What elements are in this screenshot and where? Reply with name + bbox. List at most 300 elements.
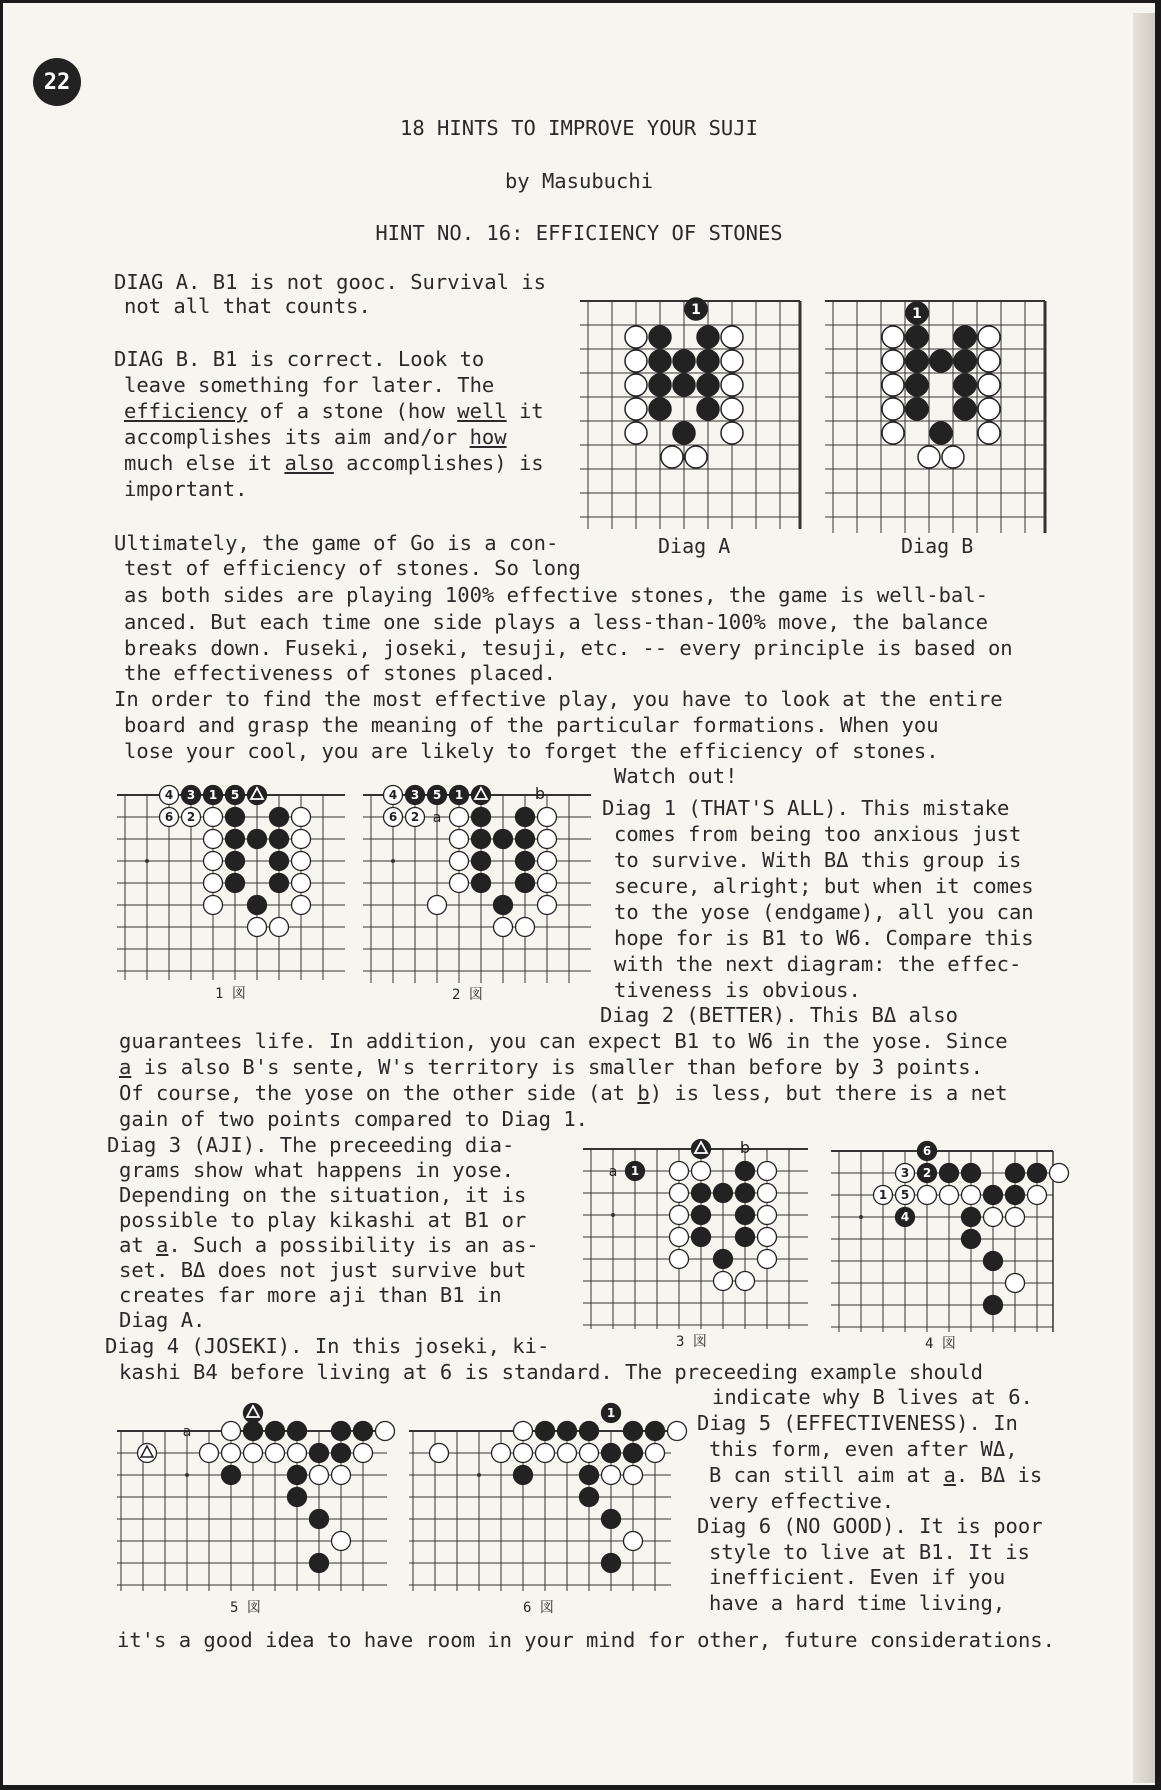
stone-number: 1: [454, 788, 464, 802]
white-stone: [538, 896, 557, 915]
black-stone: [226, 852, 245, 871]
text-span: accomplishes) is: [333, 451, 544, 475]
body-line: to the yose (endgame), all you can: [614, 900, 1034, 924]
white-stone: [882, 326, 904, 348]
stone-number: 2: [922, 1166, 932, 1180]
black-stone: [270, 874, 289, 893]
stone-number: 6: [922, 1144, 932, 1158]
underlined-word: a: [156, 1233, 169, 1257]
black-stone: [226, 830, 245, 849]
white-stone: [310, 1466, 329, 1485]
body-line: [119, 1233, 539, 1257]
text-span: B can still aim at: [709, 1463, 944, 1487]
white-stone: [1006, 1274, 1025, 1293]
black-stone: [472, 874, 491, 893]
black-stone: [692, 1184, 711, 1203]
white-stone: [538, 874, 557, 893]
white-stone: [670, 1228, 689, 1247]
stone-number: 5: [230, 788, 240, 802]
black-stone: [649, 398, 671, 420]
black-stone: [673, 422, 695, 444]
black-stone: [906, 350, 928, 372]
diag-b-text-line: [124, 399, 544, 423]
star-point: [145, 859, 149, 863]
white-stone: [204, 896, 223, 915]
stone-number: 4: [900, 1210, 910, 1224]
star-point: [391, 859, 395, 863]
black-stone: [697, 374, 719, 396]
white-stone: [978, 374, 1000, 396]
white-stone: [292, 852, 311, 871]
diag-a-text-line: DIAG A. B1 is not gooc. Survival is: [114, 270, 546, 294]
black-stone: [954, 326, 976, 348]
black-stone: [714, 1250, 733, 1269]
white-stone: [450, 852, 469, 871]
black-stone: [930, 422, 952, 444]
diagram-caption: 3 図: [676, 1334, 707, 1350]
underlined-word: how: [469, 425, 507, 449]
white-stone: [962, 1186, 981, 1205]
point-label: b: [739, 1138, 751, 1157]
go-diagram-2: [359, 785, 591, 983]
black-stone: [536, 1422, 555, 1441]
body-line: gain of two points compared to Diag 1.: [119, 1107, 588, 1131]
white-stone: [978, 398, 1000, 420]
underlined-word: b: [637, 1081, 650, 1105]
black-stone: [472, 808, 491, 827]
white-stone: [714, 1272, 733, 1291]
black-stone: [244, 1422, 263, 1441]
diagram-caption: 5 図: [230, 1600, 261, 1616]
white-stone: [721, 398, 743, 420]
text-span: of a stone (how: [247, 399, 458, 423]
text-span: it: [506, 399, 544, 423]
stone-number: 5: [432, 788, 442, 802]
page-edge-shadow: [1133, 13, 1155, 1783]
body-line: as both sides are playing 100% effective stones, the game is well-bal-: [124, 583, 988, 607]
white-stone: [721, 422, 743, 444]
stone-number: 1: [606, 1406, 616, 1420]
black-stone: [940, 1164, 959, 1183]
black-stone: [580, 1488, 599, 1507]
stone-number: 1: [878, 1188, 888, 1202]
black-stone: [736, 1184, 755, 1203]
white-stone: [494, 918, 513, 937]
white-stone: [204, 874, 223, 893]
star-point: [477, 1473, 481, 1477]
white-stone: [270, 918, 289, 937]
star-point: [859, 1215, 863, 1219]
white-stone: [670, 1250, 689, 1269]
white-stone: [428, 896, 447, 915]
black-stone: [332, 1422, 351, 1441]
diagram-caption: 6 図: [523, 1600, 554, 1616]
board-grid: [825, 301, 1045, 533]
white-stone: [625, 350, 647, 372]
black-stone: [906, 374, 928, 396]
black-stone: [602, 1554, 621, 1573]
white-stone: [918, 1186, 937, 1205]
body-line: hope for is B1 to W6. Compare this: [614, 926, 1034, 950]
black-stone: [714, 1184, 733, 1203]
body-line: test of efficiency of stones. So long: [124, 556, 581, 580]
black-stone: [984, 1296, 1003, 1315]
white-stone: [1050, 1164, 1069, 1183]
white-stone: [670, 1206, 689, 1225]
black-stone: [984, 1186, 1003, 1205]
black-stone: [310, 1444, 329, 1463]
white-stone: [942, 446, 964, 468]
black-stone: [516, 830, 535, 849]
go-diagram-4: [831, 1139, 1063, 1332]
black-stone: [736, 1162, 755, 1181]
white-stone: [580, 1444, 599, 1463]
body-line: set. BΔ does not just survive but: [119, 1258, 527, 1282]
white-stone: [492, 1444, 511, 1463]
white-stone: [721, 350, 743, 372]
black-stone: [697, 398, 719, 420]
body-line: this form, even after WΔ,: [709, 1437, 1018, 1461]
white-stone: [624, 1466, 643, 1485]
white-stone: [292, 808, 311, 827]
white-stone: [222, 1422, 241, 1441]
stone-number: 3: [186, 788, 196, 802]
diag-b-text-line: leave something for later. The: [124, 373, 495, 397]
stone-number: 3: [410, 788, 420, 802]
black-stone: [288, 1488, 307, 1507]
diag-a-text-line: not all that counts.: [124, 294, 371, 318]
black-stone: [692, 1206, 711, 1225]
body-line: inefficient. Even if you: [709, 1565, 1006, 1589]
white-stone: [721, 374, 743, 396]
text-span: Of course, the yose on the other side (at: [119, 1081, 638, 1105]
underlined-word: also: [284, 451, 334, 475]
stone-number: 4: [388, 788, 398, 802]
stone-number: 1: [630, 1164, 640, 1178]
body-line: indicate why B lives at 6.: [712, 1385, 1033, 1409]
black-stone: [248, 830, 267, 849]
board-grid: [580, 301, 800, 529]
diagram-caption: Diag B: [901, 534, 974, 558]
black-stone: [673, 374, 695, 396]
stones: [882, 302, 1000, 468]
black-stone: [354, 1422, 373, 1441]
black-stone: [248, 896, 267, 915]
black-stone: [954, 398, 976, 420]
article-byline: by Masubuchi: [504, 169, 654, 193]
white-stone: [292, 830, 311, 849]
go-diagram-1: [113, 785, 345, 980]
point-label: b: [534, 784, 546, 803]
black-stone: [514, 1466, 533, 1485]
black-stone: [954, 374, 976, 396]
stone-number: 2: [410, 810, 420, 824]
underlined-word: a: [943, 1463, 956, 1487]
page-number-badge: 22: [33, 58, 81, 106]
body-line: Diag 3 (AJI). The preceeding dia-: [107, 1133, 515, 1157]
article-title: 18 HINTS TO IMPROVE YOUR SUJI: [400, 116, 758, 140]
diagram-caption: 4 図: [925, 1336, 956, 1352]
black-stone: [649, 374, 671, 396]
body-line: [119, 1081, 1008, 1105]
white-stone: [430, 1444, 449, 1463]
stone-number: 2: [186, 810, 196, 824]
black-stone: [516, 874, 535, 893]
body-line: Ultimately, the game of Go is a con-: [114, 531, 559, 555]
diagram-caption: 2 図: [452, 987, 483, 1003]
white-stone: [978, 350, 1000, 372]
black-stone: [472, 830, 491, 849]
white-stone: [918, 446, 940, 468]
body-line: board and grasp the meaning of the particular formations. When you: [124, 713, 939, 737]
go-diagram-6: [409, 1403, 679, 1591]
diagram-caption: 1 図: [215, 986, 246, 1002]
black-stone: [1006, 1164, 1025, 1183]
diagram-caption: Diag A: [658, 534, 731, 558]
black-stone: [906, 398, 928, 420]
point-label: a: [432, 810, 442, 826]
stone-number: 6: [388, 810, 398, 824]
white-stone: [204, 852, 223, 871]
white-stone: [514, 1422, 533, 1441]
white-stone: [758, 1250, 777, 1269]
body-line: Diag 2 (BETTER). This BΔ also: [600, 1003, 958, 1027]
white-stone: [266, 1444, 285, 1463]
white-stone: [670, 1162, 689, 1181]
body-line: it's a good idea to have room in your mind for other, future considerations.: [117, 1628, 1055, 1652]
white-stone: [882, 374, 904, 396]
white-stone: [516, 918, 535, 937]
white-stone: [978, 422, 1000, 444]
stones: [430, 1404, 687, 1573]
body-line: tiveness is obvious.: [614, 978, 861, 1002]
body-line: the effectiveness of stones placed.: [124, 661, 556, 685]
white-stone: [248, 918, 267, 937]
black-stone: [516, 852, 535, 871]
white-stone: [292, 896, 311, 915]
black-stone: [226, 874, 245, 893]
stone-number: 4: [164, 788, 174, 802]
star-point: [611, 1213, 615, 1217]
underlined-word: a: [119, 1055, 132, 1079]
white-stone: [332, 1466, 351, 1485]
body-line: kashi B4 before living at 6 is standard. The preceeding example should: [119, 1360, 983, 1384]
white-stone: [882, 350, 904, 372]
point-label: a: [182, 1424, 192, 1440]
white-stone: [882, 422, 904, 444]
diag-b-text-line: [124, 425, 507, 449]
white-stone: [668, 1422, 687, 1441]
stone-number: 6: [164, 810, 174, 824]
black-stone: [906, 326, 928, 348]
white-stone: [204, 808, 223, 827]
go-diagram-b: [823, 291, 1053, 533]
white-stone: [450, 874, 469, 893]
text-span: is also B's sente, W's territory is smaller than before by 3 points.: [131, 1055, 983, 1079]
text-span: accomplishes its aim and/or: [124, 425, 470, 449]
body-line: [709, 1463, 1042, 1487]
stone-number: 3: [900, 1166, 910, 1180]
underlined-word: efficiency: [124, 399, 248, 423]
white-stone: [538, 830, 557, 849]
white-stone: [1006, 1208, 1025, 1227]
white-stone: [538, 808, 557, 827]
white-stone: [758, 1228, 777, 1247]
body-line: Diag 1 (THAT'S ALL). This mistake: [602, 796, 1010, 820]
black-stone: [602, 1510, 621, 1529]
black-stone: [270, 808, 289, 827]
white-stone: [376, 1422, 395, 1441]
black-stone: [270, 830, 289, 849]
body-line: In order to find the most effective play, you have to look at the entire: [114, 687, 1003, 711]
black-stone: [736, 1206, 755, 1225]
white-stone: [244, 1444, 263, 1463]
stones: [138, 1404, 395, 1573]
white-stone: [625, 422, 647, 444]
black-stone: [697, 350, 719, 372]
white-stone: [450, 808, 469, 827]
black-stone: [624, 1444, 643, 1463]
black-stone: [288, 1422, 307, 1441]
white-stone: [292, 874, 311, 893]
black-stone: [962, 1164, 981, 1183]
black-stone: [310, 1510, 329, 1529]
white-stone: [758, 1206, 777, 1225]
black-stone: [310, 1554, 329, 1573]
white-stone: [661, 446, 683, 468]
body-line: guarantees life. In addition, you can expect B1 to W6 in the yose. Since: [119, 1029, 1008, 1053]
black-stone: [962, 1208, 981, 1227]
black-stone: [984, 1252, 1003, 1271]
stone-number: 1: [691, 302, 701, 318]
black-stone: [646, 1422, 665, 1441]
black-stone: [288, 1466, 307, 1485]
body-line: Diag 5 (EFFECTIVENESS). In: [697, 1411, 1018, 1435]
black-stone: [226, 808, 245, 827]
white-stone: [978, 326, 1000, 348]
black-stone: [1028, 1164, 1047, 1183]
star-point: [185, 1473, 189, 1477]
black-stone: [697, 326, 719, 348]
white-stone: [204, 830, 223, 849]
body-line: possible to play kikashi at B1 or: [119, 1208, 527, 1232]
white-stone: [940, 1186, 959, 1205]
stone-number: 5: [900, 1188, 910, 1202]
white-stone: [514, 1444, 533, 1463]
body-line: Diag A.: [119, 1308, 206, 1332]
black-stone: [494, 896, 513, 915]
point-label: a: [608, 1164, 618, 1180]
go-diagram-5: [117, 1403, 397, 1591]
body-line: Diag 6 (NO GOOD). It is poor: [697, 1514, 1043, 1538]
white-stone: [692, 1162, 711, 1181]
black-stone: [649, 350, 671, 372]
black-stone: [266, 1422, 285, 1441]
body-line: Diag 4 (JOSEKI). In this joseki, ki-: [105, 1334, 550, 1358]
body-line: breaks down. Fuseki, joseki, tesuji, etc. -- every principle is based on: [124, 636, 1013, 660]
white-stone: [538, 852, 557, 871]
black-stone: [580, 1422, 599, 1441]
white-stone: [200, 1444, 219, 1463]
body-line: comes from being too anxious just: [614, 822, 1022, 846]
black-stone: [736, 1228, 755, 1247]
diag-b-text-line: important.: [124, 477, 248, 501]
white-stone: [625, 398, 647, 420]
text-span: much else it: [124, 451, 285, 475]
black-stone: [270, 852, 289, 871]
white-stone: [646, 1444, 665, 1463]
black-stone: [962, 1230, 981, 1249]
hint-heading: HINT NO. 16: EFFICIENCY OF STONES: [375, 221, 783, 245]
text-span: . Such a possibility is an as-: [168, 1233, 539, 1257]
white-stone: [685, 446, 707, 468]
black-stone: [494, 830, 513, 849]
black-stone: [558, 1422, 577, 1441]
underlined-word: well: [457, 399, 507, 423]
diag-b-text-line: DIAG B. B1 is correct. Look to: [114, 347, 485, 371]
body-line: very effective.: [709, 1489, 895, 1513]
white-stone: [222, 1444, 241, 1463]
white-stone: [625, 326, 647, 348]
body-line: lose your cool, you are likely to forget the efficiency of stones.: [124, 739, 939, 763]
go-diagram-3: [583, 1139, 808, 1329]
body-line: Watch out!: [614, 764, 738, 788]
white-stone: [736, 1272, 755, 1291]
stone-number: 1: [912, 306, 922, 322]
black-stone: [472, 852, 491, 871]
black-stone: [516, 808, 535, 827]
white-stone: [758, 1162, 777, 1181]
go-diagram-a: [578, 291, 808, 529]
white-stone: [670, 1184, 689, 1203]
black-stone: [1006, 1186, 1025, 1205]
body-line: anced. But each time one side plays a less-than-100% move, the balance: [124, 610, 988, 634]
body-line: to survive. With BΔ this group is: [614, 848, 1022, 872]
black-stone: [332, 1444, 351, 1463]
white-stone: [984, 1208, 1003, 1227]
body-line: secure, alright; but when it comes: [614, 874, 1034, 898]
white-stone: [558, 1444, 577, 1463]
white-stone: [882, 398, 904, 420]
white-stone: [1028, 1186, 1047, 1205]
white-stone: [354, 1444, 373, 1463]
white-stone: [602, 1466, 621, 1485]
stone-number: 1: [208, 788, 218, 802]
white-stone: [624, 1532, 643, 1551]
body-line: with the next diagram: the effec-: [614, 952, 1022, 976]
black-stone: [954, 350, 976, 372]
white-stone: [758, 1184, 777, 1203]
black-stone: [580, 1466, 599, 1485]
black-stone: [930, 350, 952, 372]
white-stone: [721, 326, 743, 348]
body-line: Depending on the situation, it is: [119, 1183, 527, 1207]
black-stone: [222, 1466, 241, 1485]
white-stone: [450, 830, 469, 849]
text-span: ) is less, but there is a net: [649, 1081, 1008, 1105]
body-line: style to live at B1. It is: [709, 1540, 1030, 1564]
black-stone: [673, 350, 695, 372]
white-stone: [536, 1444, 555, 1463]
body-line: [119, 1055, 983, 1079]
body-line: creates far more aji than B1 in: [119, 1283, 502, 1307]
black-stone: [624, 1422, 643, 1441]
white-stone: [288, 1444, 307, 1463]
text-span: at: [119, 1233, 157, 1257]
black-stone: [692, 1228, 711, 1247]
white-stone: [625, 374, 647, 396]
black-stone: [602, 1444, 621, 1463]
